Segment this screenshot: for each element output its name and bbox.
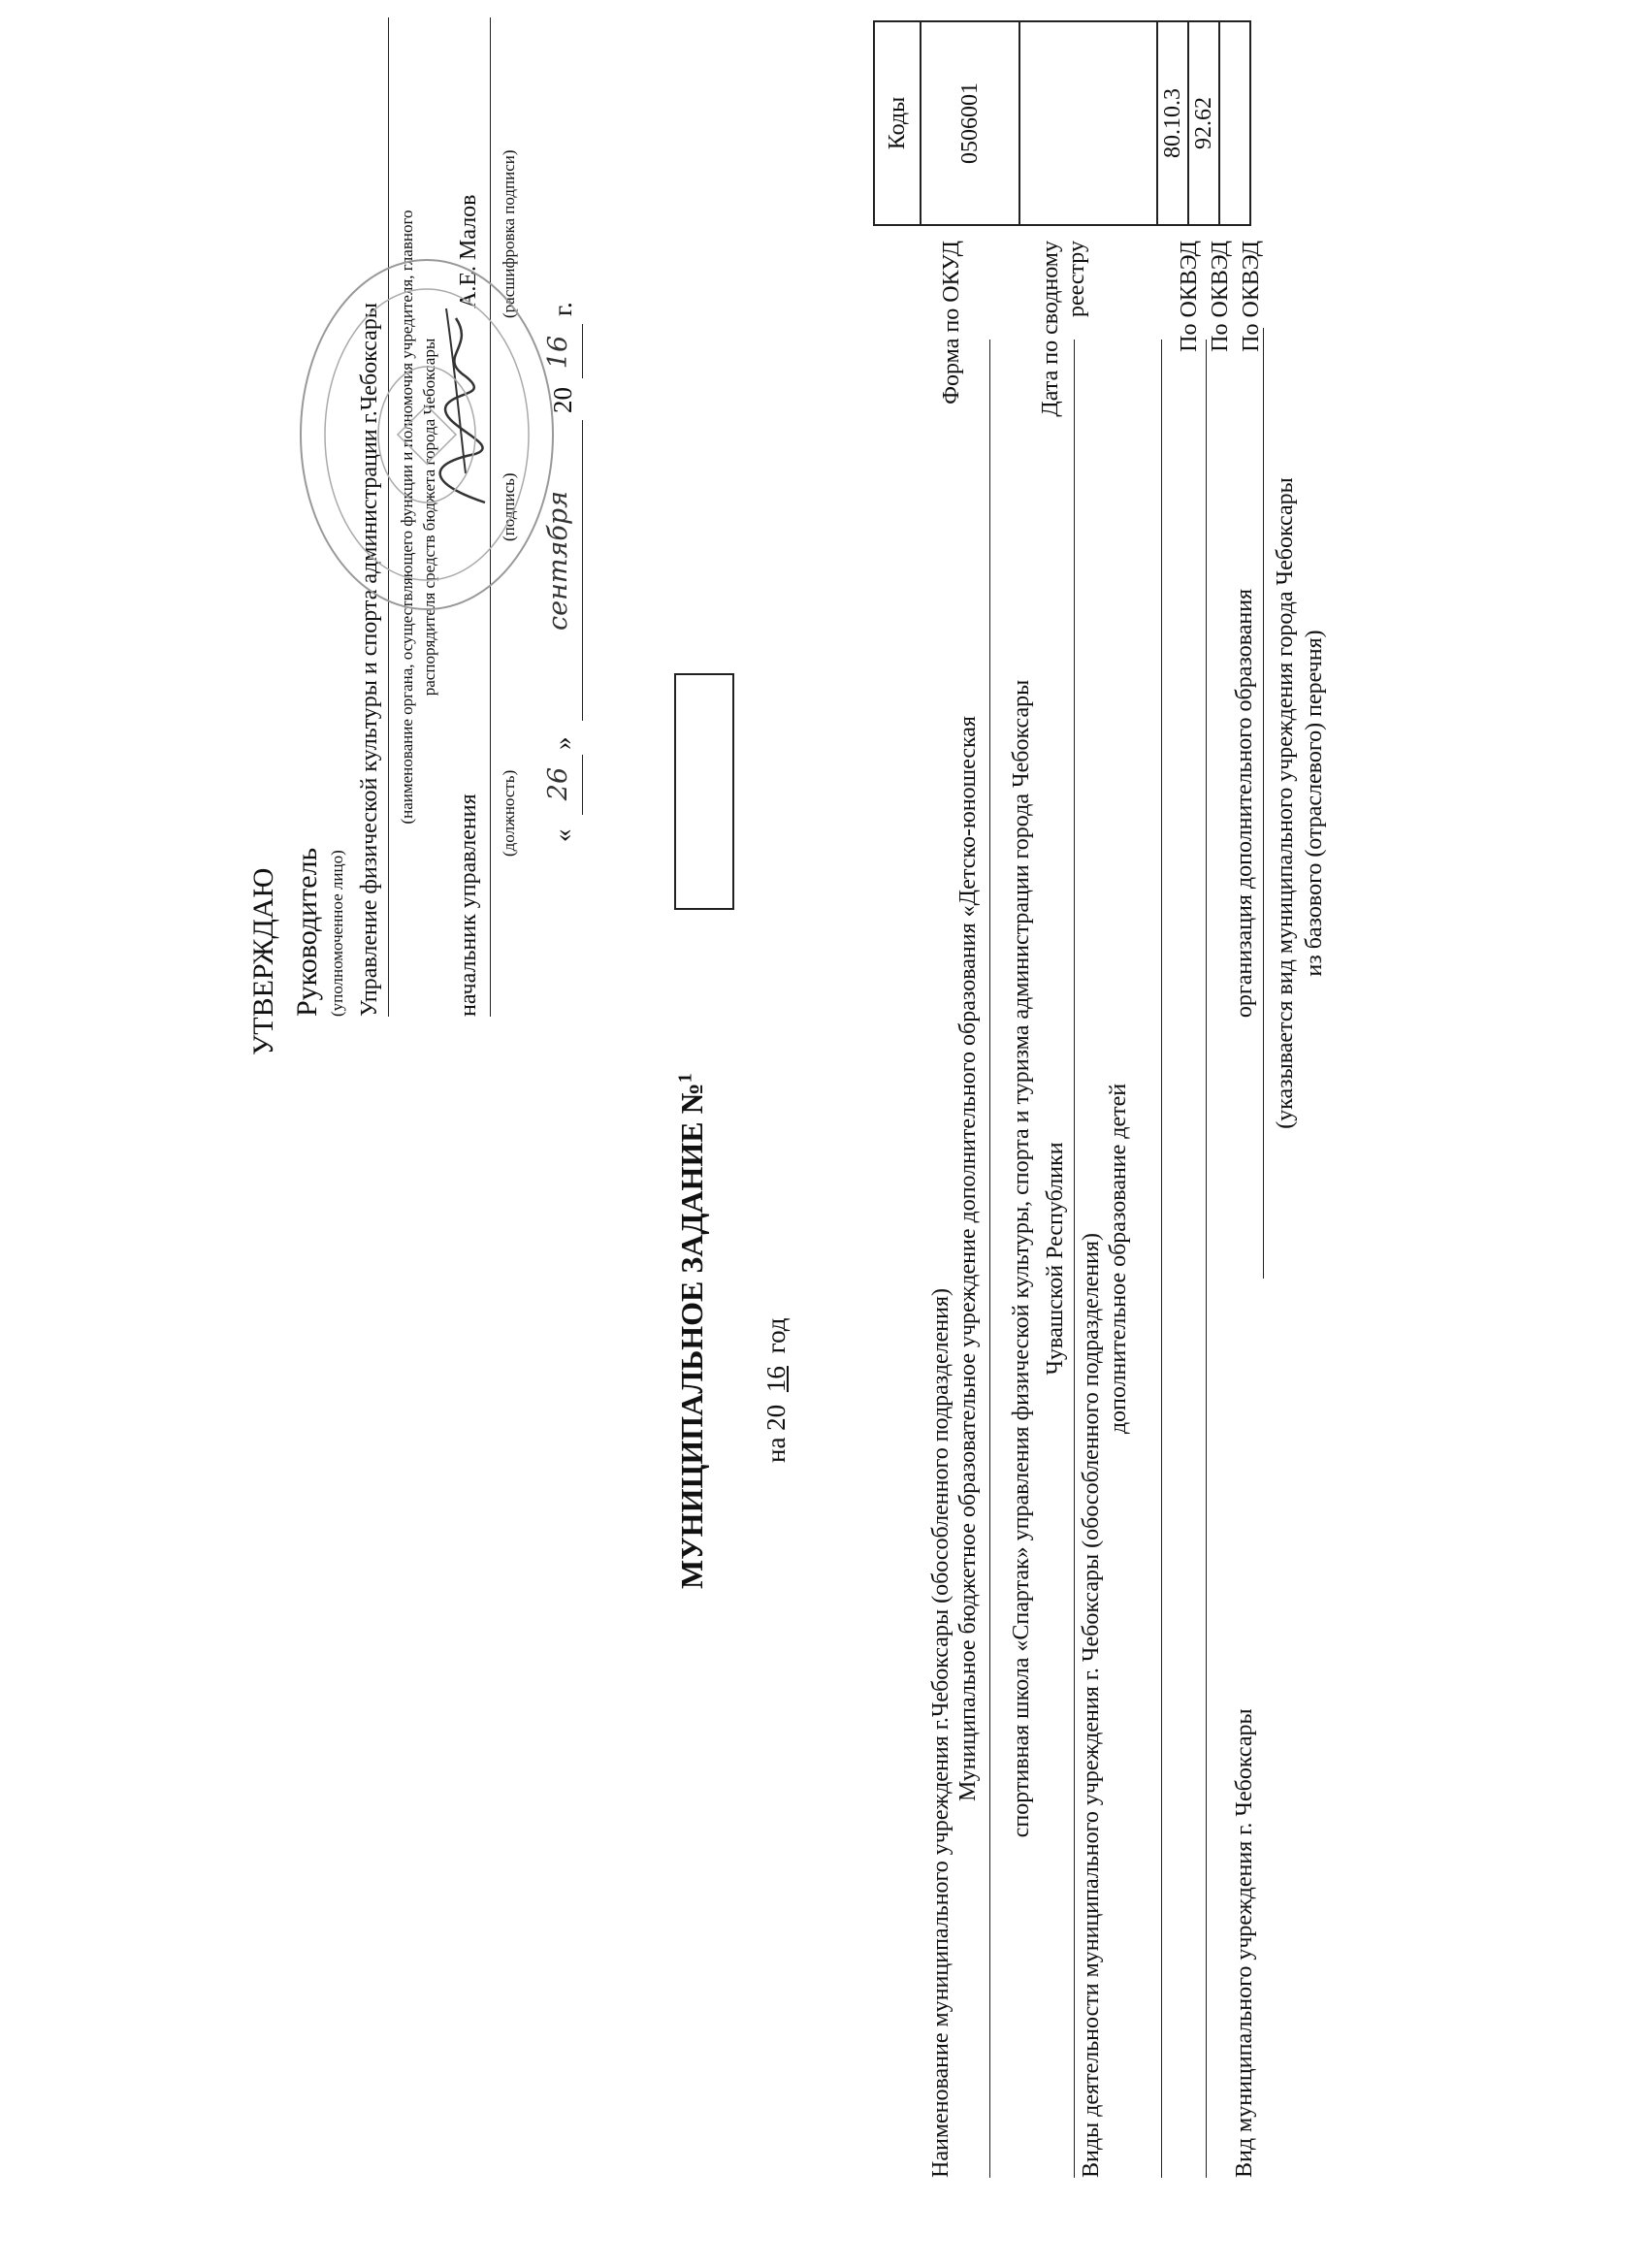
date-month-underline xyxy=(582,420,583,721)
code-registry xyxy=(1019,21,1157,225)
date-year-suffix: г. xyxy=(548,302,577,316)
signer-name: А.Е. Малов xyxy=(456,194,481,308)
org-hint-1: (наименование органа, осуществляющего функции и полномочия учредителя, главного xyxy=(398,210,416,825)
official-seal xyxy=(291,250,563,619)
title-footnote: 1 xyxy=(674,1073,696,1084)
code-label-registry: Дата по сводному реестру xyxy=(1038,241,1089,417)
code-okved-2: 92.62 xyxy=(1188,21,1219,225)
org-hint-2: распорядителя средств бюджета города Чебоксары xyxy=(420,338,438,697)
date-close-quote: » xyxy=(548,736,577,750)
approval-heading: УТВЕРЖДАЮ xyxy=(247,867,279,1055)
position-hint: (должность) xyxy=(500,769,518,857)
name-underline-2 xyxy=(1074,340,1075,2178)
type-value: организация дополнительного образования xyxy=(1232,588,1257,1019)
code-okud: 0506001 xyxy=(921,21,1019,225)
name-underline-1 xyxy=(989,340,990,2178)
date-month: сентября xyxy=(543,491,573,632)
name-line-3: Чувашской Республики xyxy=(1043,1142,1068,1376)
head-label: Руководитель xyxy=(291,847,323,1017)
title-year-suffix: год xyxy=(761,1317,791,1354)
date-open-quote: « xyxy=(548,828,577,842)
code-label-okud: Форма по ОКУД xyxy=(939,241,964,405)
document-title xyxy=(674,1073,710,1589)
name-label: Наименование муниципального учреждения г.Чебоксары (обособленного подразделения) xyxy=(928,1288,954,2178)
date-year-prefix: 20 xyxy=(548,387,577,413)
date-day: 26 xyxy=(543,766,573,801)
codes-table xyxy=(873,20,1251,226)
code-okved-1: 80.10.3 xyxy=(1157,21,1188,225)
code-okved-3 xyxy=(1219,21,1250,225)
title-year-value: 16 xyxy=(761,1366,791,1393)
code-label-okved-1: По ОКВЭД xyxy=(1177,241,1202,352)
position: начальник управления xyxy=(456,794,481,1017)
task-number-box[interactable] xyxy=(674,673,734,910)
type-label: Вид муниципального учреждения г. Чебоксары xyxy=(1232,1708,1257,2178)
head-hint: (уполномоченное лицо) xyxy=(328,850,346,1017)
title-year xyxy=(761,1317,792,1463)
activity-value: дополнительное образование детей xyxy=(1106,1083,1131,1435)
date-year-underline xyxy=(582,324,583,378)
name-line-2: спортивная школа «Спартак» управления физической культуры, спорта и туризма администрации города Чебоксары xyxy=(1009,679,1034,1838)
signer-hint: (расшифровка подписи) xyxy=(500,149,518,318)
name-line-1: Муниципальное бюджетное образовательное учреждение дополнительного образования «Детско-юношеская xyxy=(955,716,981,1801)
signature-hint: (подпись) xyxy=(500,472,518,541)
date-day-underline xyxy=(582,755,583,815)
date-year: 16 xyxy=(543,335,573,370)
code-label-okved-3: По ОКВЭД xyxy=(1239,241,1264,352)
code-label-okved-2: По ОКВЭД xyxy=(1208,241,1233,352)
type-hint-1: (указывается вид муниципального учреждения города Чебоксары xyxy=(1273,477,1298,1129)
title-year-prefix: на 20 xyxy=(761,1404,791,1463)
type-underline xyxy=(1263,328,1264,1279)
activity-underline-1 xyxy=(1161,340,1162,2178)
type-hint-2: из базового (отраслевого) перечня) xyxy=(1302,630,1327,977)
activity-label: Виды деятельности муниципального учреждения г. Чебоксары (обособленного подразделения) xyxy=(1079,1232,1104,2178)
activity-underline-2 xyxy=(1206,340,1207,2178)
title-main: МУНИЦИПАЛЬНОЕ ЗАДАНИЕ № xyxy=(674,1083,709,1589)
org-name: Управление физической культуры и спорта администрации г.Чебоксары xyxy=(357,303,382,1017)
codes-header: Коды xyxy=(874,21,921,225)
